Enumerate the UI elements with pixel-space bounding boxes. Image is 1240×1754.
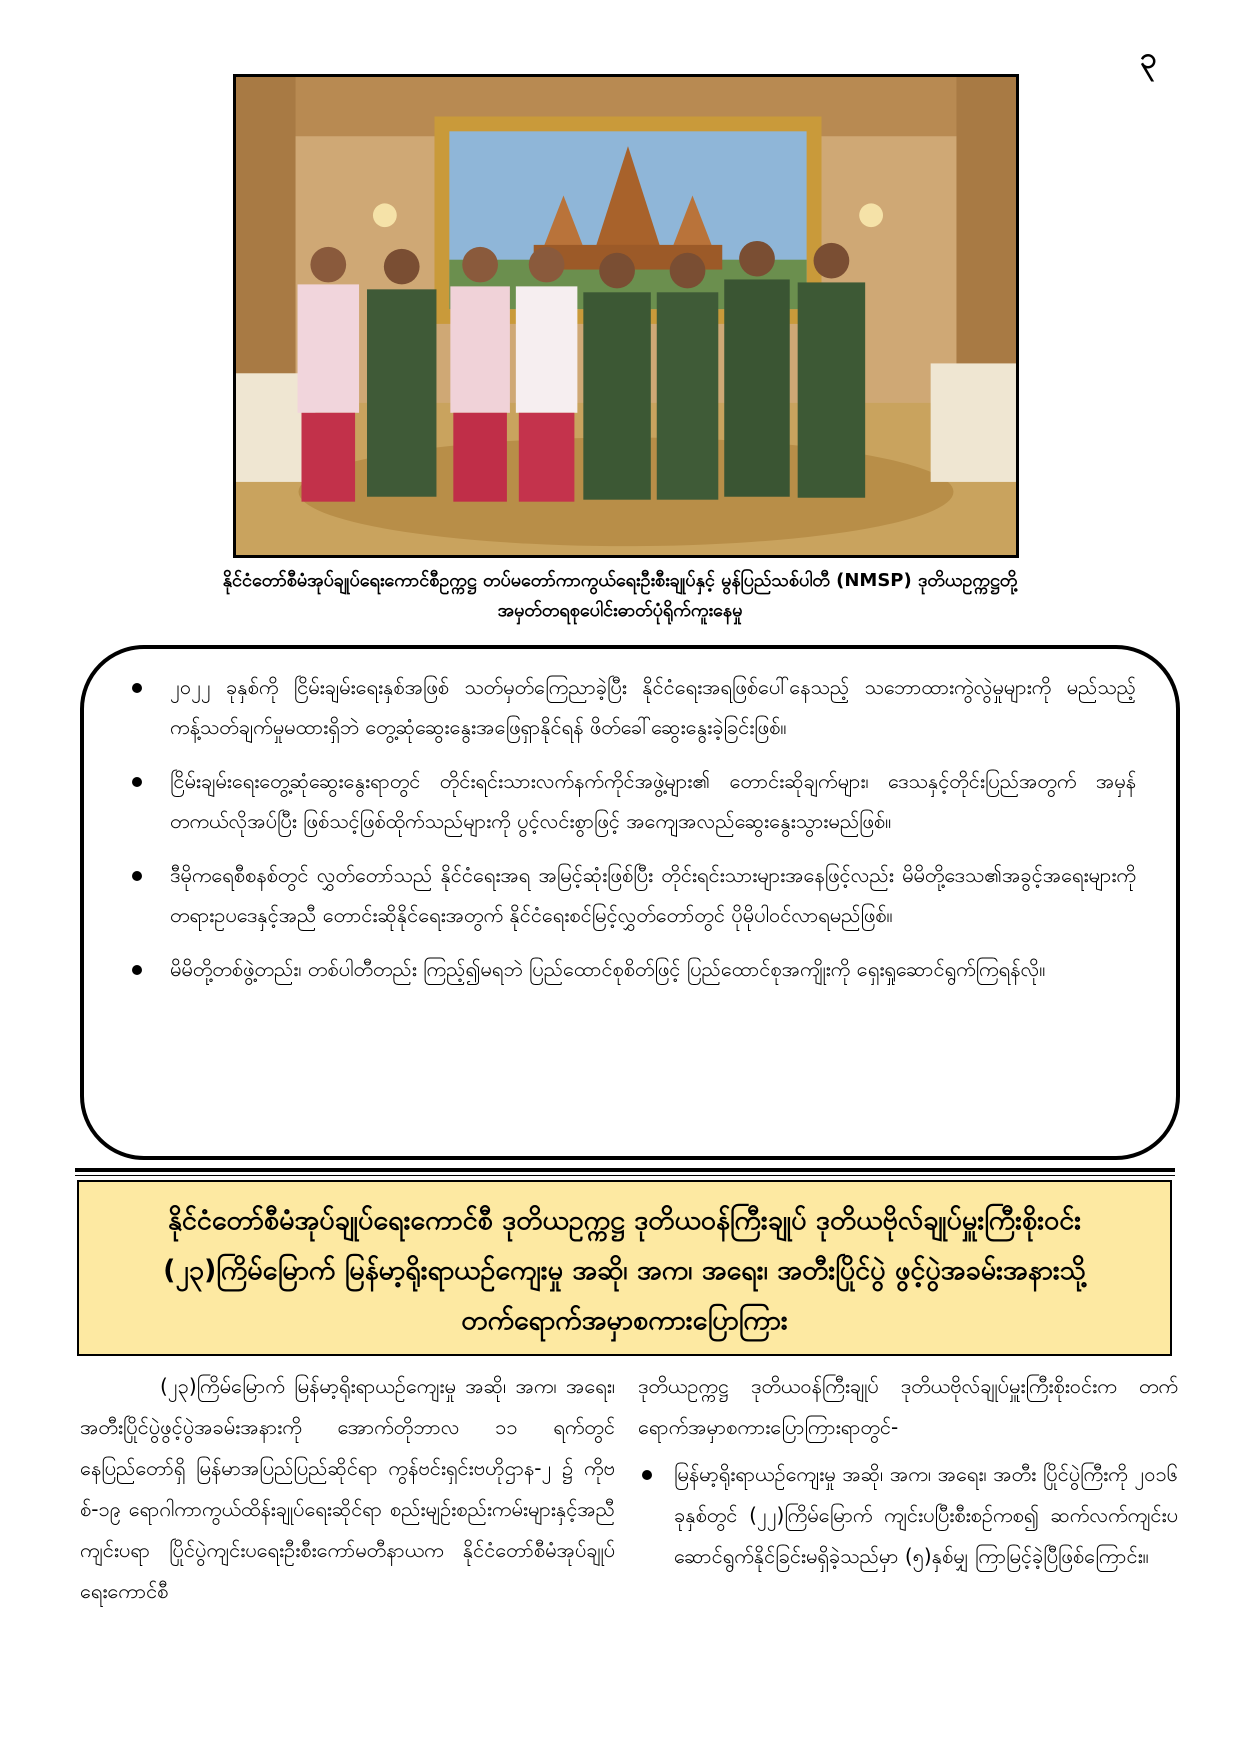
article-column-right (638, 1366, 1178, 1577)
bullet-dot-icon (132, 777, 142, 787)
headline-line-2: (၂၃)ကြိမ်မြောက် မြန်မာ့ရိုးရာယဉ်ကျေးမှု အဆို၊ အက၊ အရေး၊ အတီးပြိုင်ပွဲ ဖွင့်ပွဲအခမ်းအနားသို့ (163, 1255, 1086, 1286)
bullet-dot-icon (642, 1470, 652, 1480)
article-paragraph: ဒုတိယဥက္ကဋ္ဌ ဒုတိယဝန်ကြီးချုပ် ဒုတိယဗိုလ်ချုပ်မှူးကြီးစိုးဝင်းက တက်ရောက်အမှာစကားပြောကြားရာတွင်- (638, 1374, 1178, 1439)
key-point-text: ငြိမ်းချမ်းရေးတွေ့ဆုံဆွေးနွေးရာတွင် တိုင်းရင်းသားလက်နက်ကိုင်အဖွဲ့များ၏ တောင်းဆိုချက်များ၊ ဒေသနှင့်တိုင်းပြည်အတွက် အမှန်တကယ်လိုအပ်ပြီး ဖြစ်သင့်ဖြစ်ထိုက်သည်များကို ပွင့်လင်းစွာဖြင့် အကျေအလည်ဆွေးနွေးသွားမည်ဖြစ်။ (170, 769, 1136, 833)
bullet-dot-icon (132, 871, 142, 881)
article-paragraph: (၂၃)ကြိမ်မြောက် မြန်မာ့ရိုးရာယဉ်ကျေးမှု အဆို၊ အက၊ အရေး၊ အတီးပြိုင်ပွဲဖွင့်ပွဲအခမ်းအနားကို အောက်တိုဘာလ ၁၁ ရက်တွင် နေပြည်တော်ရှိ မြန်မာအပြည်ပြည်ဆိုင်ရာ ကွန်ဗင်းရှင်းဗဟိုဌာန-၂ ၌ ကိုဗစ်-၁၉ ရောဂါကာကွယ်ထိန်းချုပ်ရေးဆိုင်ရာ စည်းမျဉ်းစည်းကမ်းများနှင့်အညီ ကျင်းပရာ ပြိုင်ပွဲကျင်းပရေးဦးစီးကော်မတီနာယက နိုင်ငံတော်စီမံအုပ်ချုပ်ရေးကောင်စီ (80, 1374, 615, 1603)
bullet-dot-icon (132, 683, 142, 693)
key-point-text: ဒီမိုကရေစီစနစ်တွင် လွှတ်တော်သည် နိုင်ငံရေးအရ အမြင့်ဆုံးဖြစ်ပြီး တိုင်းရင်းသားများအနေဖြင့်လည်း မိမိတို့ဒေသ၏အခွင့်အရေးများကို တရားဥပဒေနှင့်အညီ တောင်းဆိုနိုင်ရေးအတွက် နိုင်ငံရေးစင်မြင့်လွှတ်တော်တွင် ပိုမိုပါဝင်လာရမည်ဖြစ်။ (170, 863, 1136, 927)
article-column-left (80, 1366, 615, 1612)
caption-line-1: နိုင်ငံတော်စီမံအုပ်ချုပ်ရေးကောင်စီဥက္ကဋ္ဌ တပ်မတော်ကာကွယ်ရေးဦးစီးချုပ်နှင့် မွန်ပြည်သစ်ပါတီ (NMSP) ဒုတိယဥက္ကဋ္ဌတို့ (222, 570, 1018, 591)
caption-line-2: အမှတ်တရစုပေါင်းဓာတ်ပုံရိုက်ကူးနေမှု (497, 600, 743, 621)
key-points-list (132, 667, 1136, 1003)
key-point-item (132, 949, 1136, 989)
page-number: ၃ (1140, 41, 1157, 76)
photo-caption (110, 566, 1130, 626)
key-point-item (132, 667, 1136, 747)
group-photo (233, 74, 1019, 558)
group-photo-illustration (236, 77, 1016, 555)
article-headline (77, 1180, 1172, 1356)
divider-thin (75, 1175, 1175, 1176)
headline-line-3: တက်ရောက်အမှာစကားပြောကြား (461, 1305, 788, 1336)
key-point-text: မိမိတို့တစ်ဖွဲ့တည်း၊ တစ်ပါတီတည်း ကြည့်၍မရဘဲ ပြည်ထောင်စုစိတ်ဖြင့် ပြည်ထောင်စုအကျိုးကို ရှေးရှုဆောင်ရွက်ကြရန်လို။ (170, 957, 1046, 981)
key-point-item (132, 855, 1136, 935)
divider-thick (75, 1168, 1175, 1172)
headline-line-1: နိုင်ငံတော်စီမံအုပ်ချုပ်ရေးကောင်စီ ဒုတိယဥက္ကဋ္ဌ ဒုတိယဝန်ကြီးချုပ် ဒုတိယဗိုလ်ချုပ်မှူးကြီးစိုးဝင်း (167, 1205, 1082, 1236)
key-point-text: ၂၀၂၂ ခုနှစ်ကို ငြိမ်းချမ်းရေးနှစ်အဖြစ် သတ်မှတ်ကြေညာခဲ့ပြီး နိုင်ငံရေးအရဖြစ်ပေါ်နေသည့် သဘောထားကွဲလွဲမှုများကို မည်သည့်ကန့်သတ်ချက်မှုမထားရှိဘဲ တွေ့ဆုံဆွေးနွေးအဖြေရှာနိုင်ရန် ဖိတ်ခေါ်ဆွေးနွေးခဲ့ခြင်းဖြစ်။ (170, 675, 1136, 739)
key-point-item (132, 761, 1136, 841)
key-points-box (80, 645, 1180, 1160)
article-bullet-item (638, 1454, 1178, 1577)
bullet-dot-icon (132, 965, 142, 975)
article-bullet-text: မြန်မာ့ရိုးရာယဉ်ကျေးမှု အဆို၊ အက၊ အရေး၊ အတီး ပြိုင်ပွဲကြီးကို ၂၀၁၆ ခုနှစ်တွင် (၂၂)ကြိမ်မြောက် ကျင်းပပြီးစီးစဉ်ကစ၍ ဆက်လက်ကျင်းပဆောင်ရွက်နိုင်ခြင်းမရှိခဲ့သည်မှာ (၅)နှစ်မျှ ကြာမြင့်ခဲ့ပြီဖြစ်ကြောင်း။ (674, 1462, 1178, 1568)
